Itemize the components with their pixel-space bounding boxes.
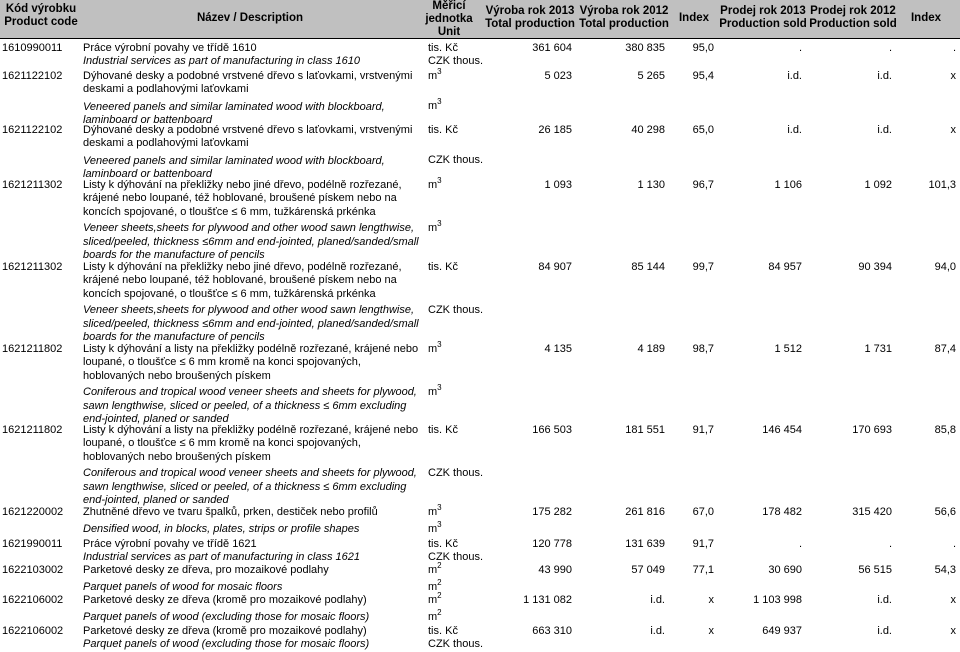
product-code: 1621211302 xyxy=(2,179,63,191)
production-index: 96,7 xyxy=(692,179,714,191)
sold-index: 87,4 xyxy=(934,343,956,355)
production-2012: 380 835 xyxy=(625,42,665,54)
product-code: 1621211802 xyxy=(2,424,63,436)
sold-index: 54,3 xyxy=(934,564,956,576)
sold-index: . xyxy=(952,538,956,550)
unit: m xyxy=(428,564,438,576)
production-index: 99,7 xyxy=(692,261,714,273)
product-code: 1621211302 xyxy=(2,261,63,273)
sold-index: 101,3 xyxy=(928,179,956,191)
unit: m xyxy=(428,594,438,606)
sold-2012: i.d. xyxy=(877,625,892,637)
unit-exponent: 3 xyxy=(437,383,442,393)
description-en: Densified wood, in blocks, plates, strips or profile shapes xyxy=(83,523,360,536)
description-en: Industrial services as part of manufacturing in class 1621 xyxy=(83,551,360,564)
unit-en: CZK thous. xyxy=(428,304,484,317)
sold-index: x xyxy=(950,70,956,82)
header-product-code xyxy=(2,3,80,29)
sold-2013: 649 937 xyxy=(762,625,802,637)
table-body xyxy=(0,38,960,651)
unit-en: CZK thous. xyxy=(428,154,484,167)
unit-en: CZK thous. xyxy=(428,467,484,480)
description-cz: Listy k dýhování a listy na překližky podélně rozřezané, krájené nebo loupané, o tloušťce ≤ 6 mm kromě na konci spojovaných, hoblovaných nebo broušených pískem xyxy=(83,424,419,463)
sold-index: x xyxy=(950,594,956,606)
sold-2012: . xyxy=(888,42,892,54)
production-2012: 181 551 xyxy=(625,424,665,436)
header-code-cz: Kód výrobku xyxy=(5,3,77,15)
production-index: 65,0 xyxy=(692,124,714,136)
unit: tis. Kč xyxy=(428,424,458,436)
header-sold2013-en: Production sold xyxy=(719,18,807,30)
header-name: Název / Description xyxy=(196,12,304,24)
production-index: x xyxy=(708,594,714,606)
unit-en: CZK thous. xyxy=(428,551,484,564)
production-2013: 4 135 xyxy=(544,343,572,355)
unit-exponent: 3 xyxy=(437,340,442,349)
unit-en: m xyxy=(428,100,438,113)
production-2012: 40 298 xyxy=(631,124,665,136)
header-index-2 xyxy=(906,12,946,25)
sold-2012: 1 092 xyxy=(864,179,892,191)
unit-exponent: 2 xyxy=(437,608,442,618)
product-code: 1622106002 xyxy=(2,625,64,637)
header-prod2012-en: Total production xyxy=(579,18,669,30)
sold-2013: . xyxy=(798,538,802,550)
production-2013: 26 185 xyxy=(538,124,572,136)
header-unit xyxy=(418,0,480,39)
unit-en: m xyxy=(428,611,438,624)
unit-en: CZK thous. xyxy=(428,638,484,651)
sold-2013: . xyxy=(798,42,802,54)
sold-2012: 315 420 xyxy=(852,506,892,518)
production-2013: 43 990 xyxy=(538,564,572,576)
unit-en: m xyxy=(428,581,438,594)
description-cz: Listy k dýhování na překližky nebo jiné dřevo, podélně rozřezané, krájené nebo loupané, též hoblované, broušené pískem nebo na koncích spojované, o tloušťce ≤ 6 mm, tužkárenská prkénka xyxy=(83,179,402,218)
description-cz: Listy k dýhování na překližky nebo jiné dřevo, podélně rozřezané, krájené nebo loupané, též hoblované, broušené pískem nebo na koncích spojované, o tloušťce ≤ 6 mm, tužkárenská prkénka xyxy=(83,261,402,300)
description-cz: Parketové desky ze dřeva, pro mozaikové podlahy xyxy=(83,564,329,576)
unit: tis. Kč xyxy=(428,124,458,136)
header-prod2013-en: Total production xyxy=(485,18,575,30)
sold-2013: i.d. xyxy=(787,70,802,82)
production-index: 95,4 xyxy=(692,70,714,82)
description-cz: Parketové desky ze dřeva (kromě pro mozaikové podlahy) xyxy=(83,594,367,606)
description-en: Industrial services as part of manufacturing in class 1610 xyxy=(83,55,360,68)
product-code: 1621211802 xyxy=(2,343,63,355)
unit: tis. Kč xyxy=(428,261,458,273)
unit-exponent: 3 xyxy=(437,219,442,229)
description-en: Coniferous and tropical wood veneer sheets and sheets for plywood, sawn lengthwise, sliced or peeled, of a thickness ≤ 6mm excluding end-jointed, planed or sanded xyxy=(83,467,417,507)
header-description xyxy=(170,12,330,25)
production-2012: 85 144 xyxy=(631,261,665,273)
unit-en: m xyxy=(428,386,438,399)
description-en: Coniferous and tropical wood veneer sheets and sheets for plywood, sawn lengthwise, sliced or peeled, of a thickness ≤ 6mm excluding end-jointed, planed or sanded xyxy=(83,386,417,426)
header-prod2012-cz: Výroba rok 2012 xyxy=(579,5,669,17)
unit-en: m xyxy=(428,222,438,235)
sold-2012: 170 693 xyxy=(852,424,892,436)
sold-index: 56,6 xyxy=(934,506,956,518)
unit: m xyxy=(428,70,438,82)
header-sold2012-en: Production sold xyxy=(809,18,897,30)
unit: m xyxy=(428,343,438,355)
unit: m xyxy=(428,506,438,518)
production-2012: i.d. xyxy=(650,625,665,637)
unit-exponent: 3 xyxy=(437,67,442,76)
header-production-2013 xyxy=(484,5,576,31)
description-cz: Listy k dýhování a listy na překližky podélně rozřezané, krájené nebo loupané, o tloušťce ≤ 6 mm kromě na konci spojovaných, hoblovaných nebo broušených pískem xyxy=(83,343,419,382)
production-2013: 1 131 082 xyxy=(523,594,572,606)
header-unit-cz2: jednotka xyxy=(425,13,473,25)
header-sold2012-cz: Prodej rok 2012 xyxy=(810,5,896,17)
description-en: Parquet panels of wood for mosaic floors xyxy=(83,581,283,594)
sold-2012: 90 394 xyxy=(858,261,892,273)
production-index: 91,7 xyxy=(692,538,714,550)
production-index: 95,0 xyxy=(692,42,714,54)
description-en: Veneered panels and similar laminated wood with blockboard, laminboard or battenboard xyxy=(83,100,385,127)
sold-index: x xyxy=(950,124,956,136)
product-code: 1622103002 xyxy=(2,564,64,576)
header-unit-cz1: Měřicí xyxy=(432,0,466,12)
production-2013: 175 282 xyxy=(532,506,572,518)
unit-en: m xyxy=(428,523,438,536)
sold-2013: i.d. xyxy=(787,124,802,136)
unit-en: CZK thous. xyxy=(428,55,484,68)
description-cz: Dýhované desky a podobné vrstvené dřevo s laťovkami, vrstvenými deskami a podlahovými laťovkami xyxy=(83,70,413,96)
sold-2013: 84 957 xyxy=(768,261,802,273)
production-index: x xyxy=(708,625,714,637)
product-code: 1621122102 xyxy=(2,124,63,136)
sold-2013: 1 106 xyxy=(774,179,802,191)
production-2013: 120 778 xyxy=(532,538,572,550)
production-2012: 1 130 xyxy=(637,179,665,191)
sold-2012: i.d. xyxy=(877,70,892,82)
header-code-en: Product code xyxy=(4,16,78,28)
product-code: 1621990011 xyxy=(2,538,63,550)
header-index1-label: Index xyxy=(678,12,710,24)
sold-2013: 1 512 xyxy=(774,343,802,355)
production-2012: 131 639 xyxy=(625,538,665,550)
production-index: 77,1 xyxy=(692,564,714,576)
production-2013: 361 604 xyxy=(532,42,572,54)
sold-2013: 178 482 xyxy=(762,506,802,518)
production-2012: i.d. xyxy=(650,594,665,606)
production-2012: 5 265 xyxy=(637,70,665,82)
header-prod2013-cz: Výroba rok 2013 xyxy=(485,5,575,17)
production-2013: 5 023 xyxy=(544,70,572,82)
unit: tis. Kč xyxy=(428,538,458,550)
unit-exponent: 2 xyxy=(437,561,442,570)
sold-2012: . xyxy=(888,538,892,550)
description-cz: Práce výrobní povahy ve třídě 1610 xyxy=(83,42,257,54)
sold-2012: i.d. xyxy=(877,124,892,136)
header-production-2012 xyxy=(578,5,670,31)
description-en: Veneer sheets,sheets for plywood and other wood sawn lengthwise, sliced/peeled, thickness ≤6mm and end-jointed, planed/sanded/small boards for the manufacture of pencils xyxy=(83,222,419,262)
header-unit-en: Unit xyxy=(437,26,461,38)
sold-2013: 1 103 998 xyxy=(753,594,802,606)
description-cz: Zhutněné dřevo ve tvaru špalků, prken, destiček nebo profilů xyxy=(83,506,378,518)
production-2013: 84 907 xyxy=(538,261,572,273)
production-index: 98,7 xyxy=(692,343,714,355)
unit: m xyxy=(428,179,438,191)
production-2013: 166 503 xyxy=(532,424,572,436)
production-index: 67,0 xyxy=(692,506,714,518)
sold-index: . xyxy=(952,42,956,54)
description-cz: Práce výrobní povahy ve třídě 1621 xyxy=(83,538,257,550)
production-2012: 4 189 xyxy=(637,343,665,355)
unit-exponent: 3 xyxy=(437,97,442,107)
header-index2-label: Index xyxy=(910,12,942,24)
production-2013: 663 310 xyxy=(532,625,572,637)
production-2012: 261 816 xyxy=(625,506,665,518)
unit-exponent: 3 xyxy=(437,503,442,512)
unit-exponent: 2 xyxy=(437,591,442,600)
product-code: 1621122102 xyxy=(2,70,63,82)
description-en: Parquet panels of wood (excluding those for mosaic floors) xyxy=(83,638,370,651)
product-code: 1622106002 xyxy=(2,594,64,606)
sold-2012: 56 515 xyxy=(858,564,892,576)
header-sold2013-cz: Prodej rok 2013 xyxy=(720,5,806,17)
production-2012: 57 049 xyxy=(631,564,665,576)
sold-2013: 30 690 xyxy=(768,564,802,576)
sold-2012: 1 731 xyxy=(864,343,892,355)
product-code: 1621220002 xyxy=(2,506,64,518)
description-cz: Parketové desky ze dřeva (kromě pro mozaikové podlahy) xyxy=(83,625,367,637)
header-sold-2013 xyxy=(716,5,810,31)
table-header xyxy=(0,0,960,39)
header-index-1 xyxy=(674,12,714,25)
unit-exponent: 3 xyxy=(437,176,442,185)
sold-index: x xyxy=(950,625,956,637)
description-en: Veneer sheets,sheets for plywood and other wood sawn lengthwise, sliced/peeled, thickness ≤6mm and end-jointed, planed/sanded/small boards for the manufacture of pencils xyxy=(83,304,419,344)
sold-2012: i.d. xyxy=(877,594,892,606)
unit: tis. Kč xyxy=(428,42,458,54)
sold-index: 94,0 xyxy=(934,261,956,273)
sold-2013: 146 454 xyxy=(762,424,802,436)
description-en: Veneered panels and similar laminated wood with blockboard, laminboard or battenboard xyxy=(83,154,385,181)
unit-exponent: 2 xyxy=(437,578,442,588)
production-2013: 1 093 xyxy=(544,179,572,191)
description-cz: Dýhované desky a podobné vrstvené dřevo s laťovkami, vrstvenými deskami a podlahovými laťovkami xyxy=(83,124,413,150)
production-index: 91,7 xyxy=(692,424,714,436)
unit-exponent: 3 xyxy=(437,520,442,530)
header-sold-2012 xyxy=(806,5,900,31)
unit: tis. Kč xyxy=(428,625,458,637)
description-en: Parquet panels of wood (excluding those for mosaic floors) xyxy=(83,611,370,624)
product-code: 1610990011 xyxy=(2,42,63,54)
sold-index: 85,8 xyxy=(934,424,956,436)
